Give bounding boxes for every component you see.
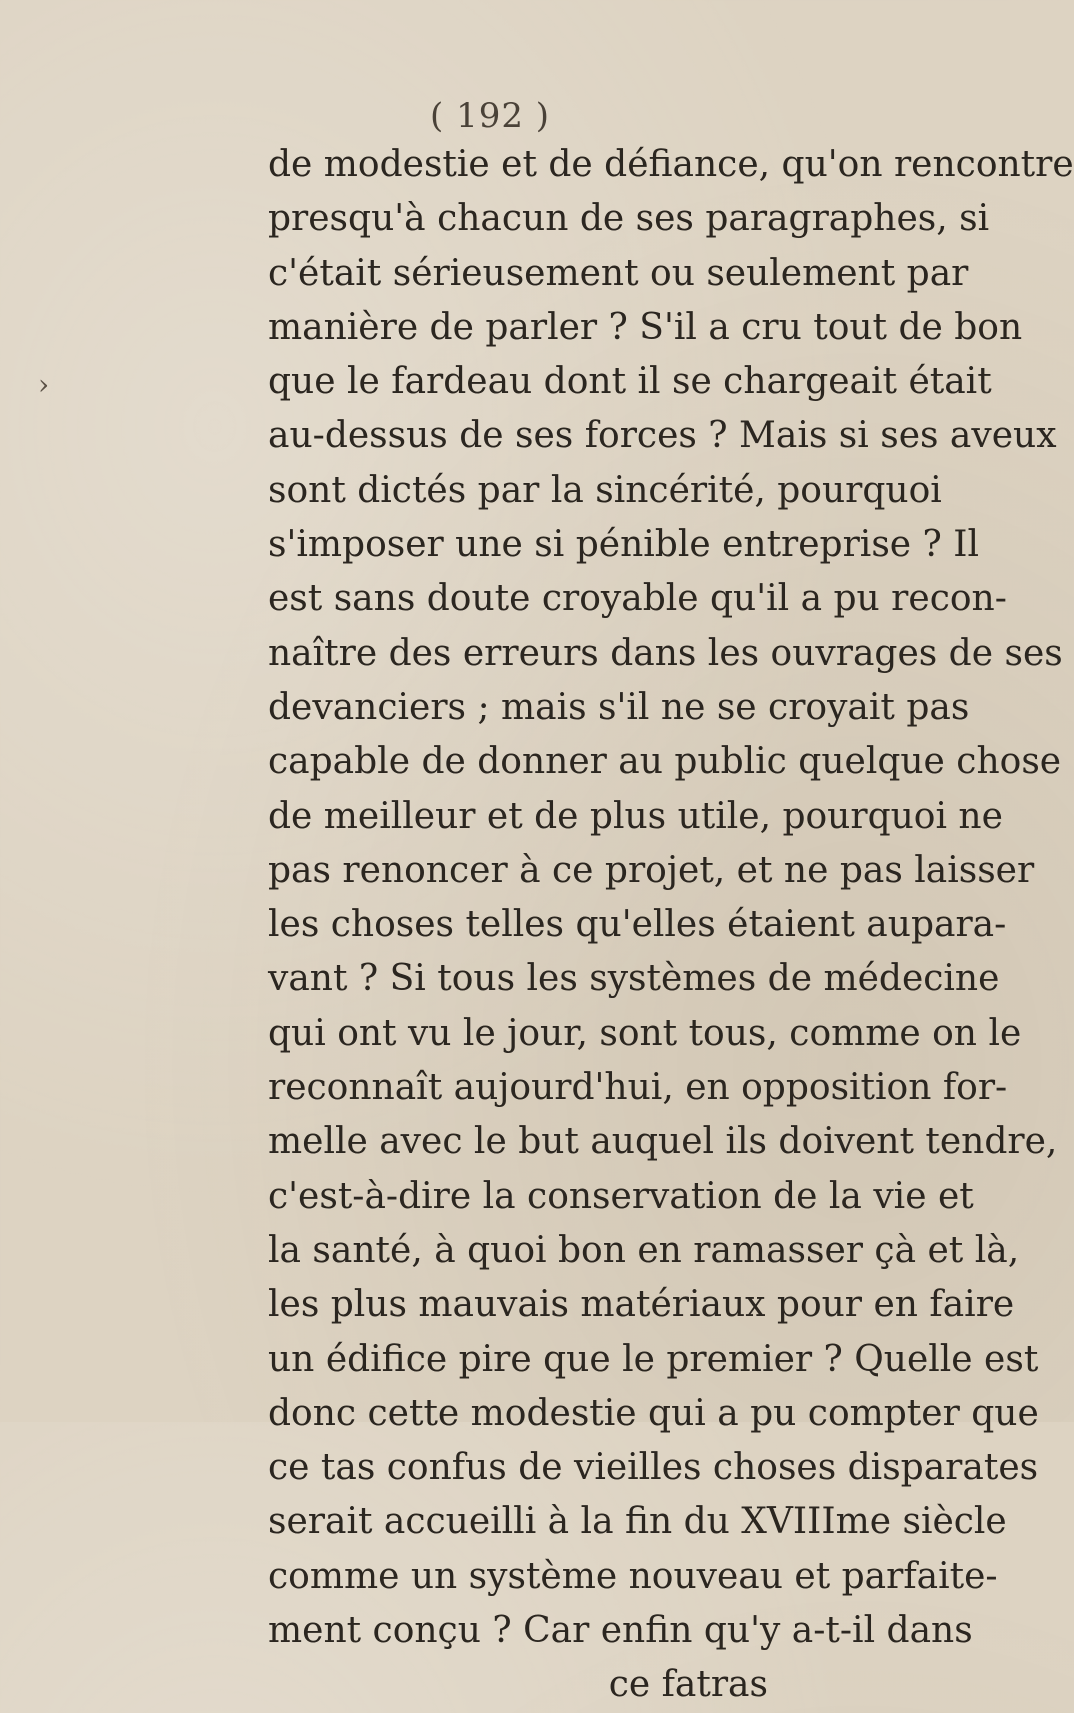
page-number: ( 192 )	[430, 96, 551, 136]
text-line: reconnaît aujourd'hui, en opposition for-	[268, 1067, 1008, 1109]
text-line: naître des erreurs dans les ouvrages de ses	[268, 632, 1063, 674]
text-line: manière de parler ? S'il a cru tout de bon	[268, 306, 1023, 348]
text-line: est sans doute croyable qu'il a pu recon-	[268, 578, 1007, 620]
margin-mark: ›	[38, 368, 50, 401]
text-line: c'est-à-dire la conservation de la vie et	[268, 1175, 974, 1217]
text-line: de modestie et de défiance, qu'on rencontre	[268, 144, 1074, 185]
text-line: ment conçu ? Car enfin qu'y a-t-il dans	[268, 1610, 973, 1652]
text-line: les choses telles qu'elles étaient aupara-	[268, 904, 1007, 946]
text-line: presqu'à chacun de ses paragraphes, si	[268, 198, 990, 240]
text-line: pas renoncer à ce projet, et ne pas laisser	[268, 849, 1035, 891]
catchword: ce fatras	[608, 1664, 768, 1706]
text-line: vant ? Si tous les systèmes de médecine	[268, 958, 1000, 1000]
text-line: que le fardeau dont il se chargeait était	[268, 361, 992, 403]
text-line: devanciers ; mais s'il ne se croyait pas	[268, 686, 970, 728]
text-line: serait accueilli à la fin du XVIIIme siècle	[268, 1501, 1007, 1543]
text-line: donc cette modestie qui a pu compter que	[268, 1392, 1039, 1434]
text-line: capable de donner au public quelque chose	[268, 741, 1062, 783]
text-line: qui ont vu le jour, sont tous, comme on le	[268, 1012, 1022, 1054]
text-line: sont dictés par la sincérité, pourquoi	[268, 469, 942, 511]
text-line: un édifice pire que le premier ? Quelle est	[268, 1338, 1039, 1380]
text-line: comme un système nouveau et parfaite-	[268, 1555, 998, 1597]
text-line: s'imposer une si pénible entreprise ? Il	[268, 524, 980, 566]
text-line: de meilleur et de plus utile, pourquoi ne	[268, 795, 1003, 837]
text-line: c'était sérieusement ou seulement par	[268, 252, 969, 294]
text-line: la santé, à quoi bon en ramasser çà et là,	[268, 1229, 1020, 1271]
body-text	[268, 138, 1074, 1713]
text-line: ce tas confus de vieilles choses disparates	[268, 1447, 1039, 1489]
text-line: les plus mauvais matériaux pour en faire	[268, 1284, 1015, 1326]
text-line: melle avec le but auquel ils doivent tendre,	[268, 1121, 1058, 1163]
text-line: au-dessus de ses forces ? Mais si ses aveux	[268, 415, 1057, 457]
